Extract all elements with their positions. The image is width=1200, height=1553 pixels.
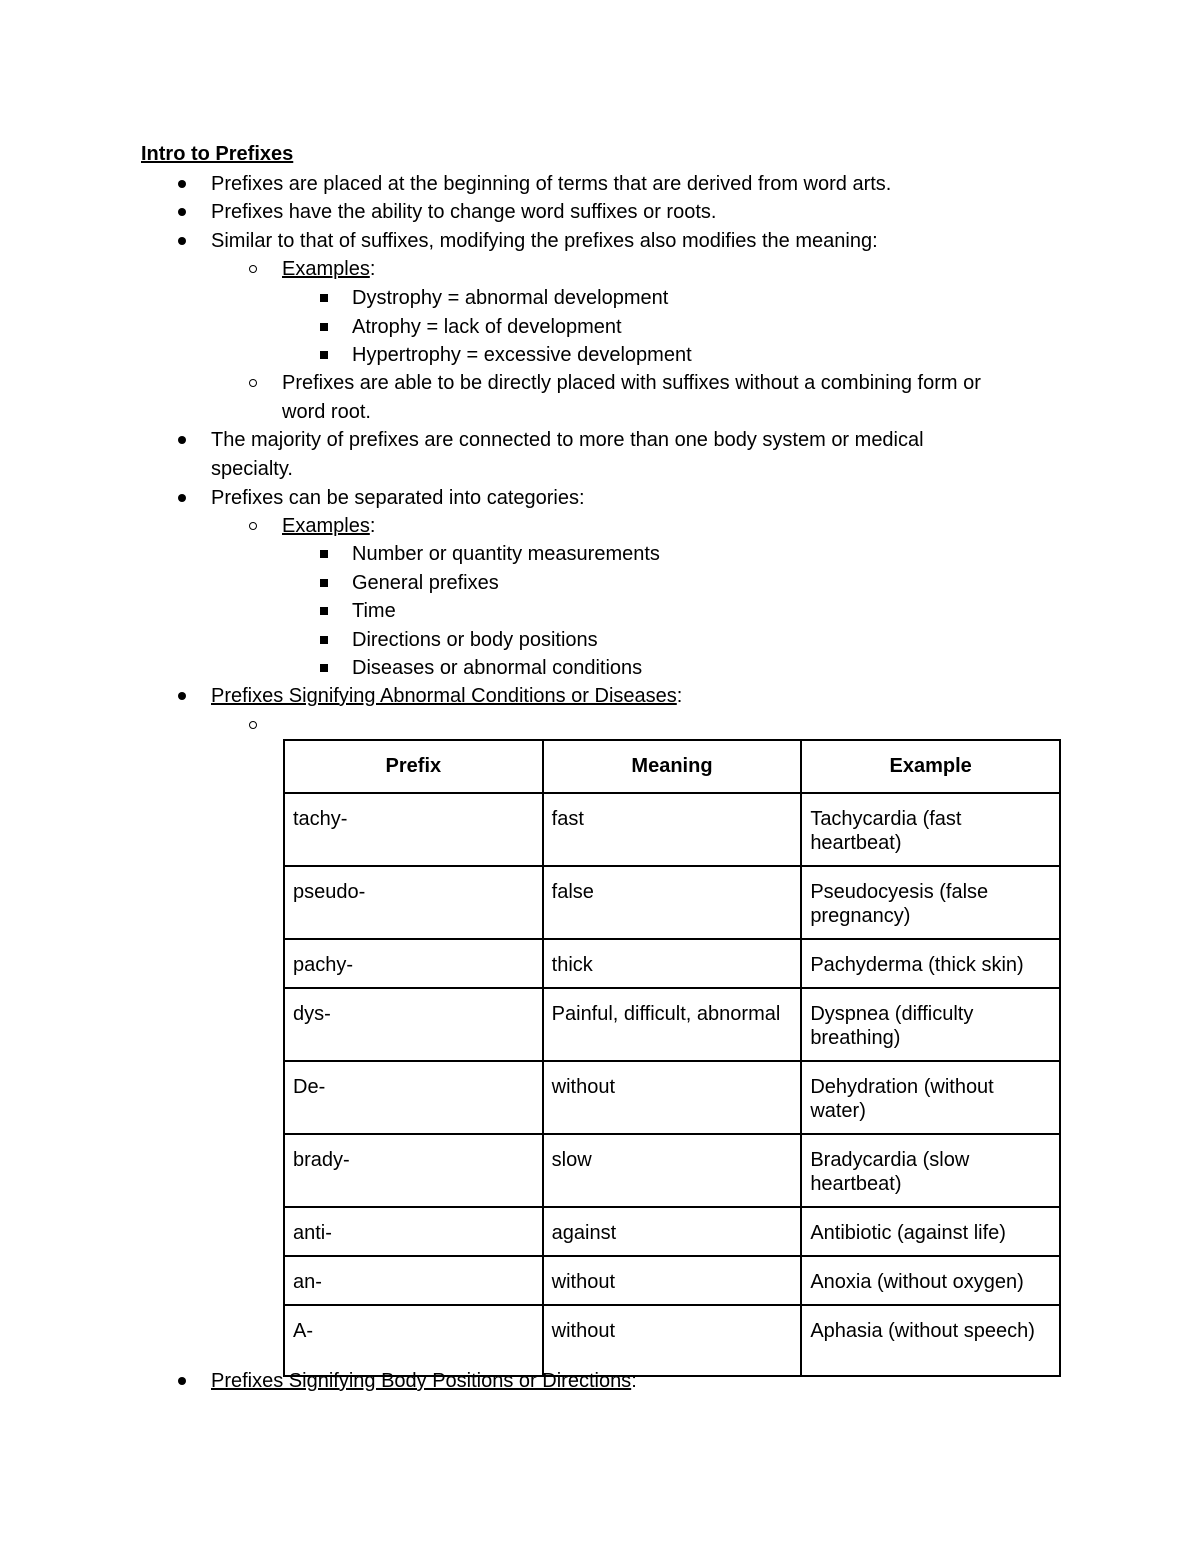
cell-prefix: pseudo-	[284, 866, 543, 939]
cell-example: Bradycardia (slow heartbeat)	[801, 1134, 1060, 1207]
bullet-square	[320, 579, 328, 587]
cell-example: Anoxia (without oxygen)	[801, 1256, 1060, 1305]
bullet-disc	[178, 436, 186, 444]
table-row	[284, 988, 1060, 1061]
table-row	[284, 1061, 1060, 1134]
abnormal-heading	[211, 682, 682, 711]
table-row	[284, 866, 1060, 939]
prefix-table	[283, 739, 1061, 1377]
example-item: Dystrophy = abnormal development	[352, 287, 669, 309]
examples-heading	[282, 512, 375, 541]
cell-meaning: Painful, difficult, abnormal	[543, 988, 802, 1061]
colon: :	[631, 1370, 637, 1392]
table-header-row	[284, 740, 1060, 793]
bullet-text: Prefixes are placed at the beginning of terms that are derived from word arts.	[211, 173, 892, 195]
cell-meaning: without	[543, 1061, 802, 1134]
bullet-square	[320, 351, 328, 359]
cell-meaning: false	[543, 866, 802, 939]
majority-line-1: The majority of prefixes are connected to more than one body system or medical	[211, 429, 924, 451]
bullet-square	[320, 636, 328, 644]
cell-example: Pseudocyesis (false pregnancy)	[801, 866, 1060, 939]
bullet-circle	[249, 265, 257, 273]
body-heading-text: Prefixes Signifying Body Positions or Directions	[211, 1370, 632, 1392]
cell-meaning: without	[543, 1305, 802, 1376]
body-heading	[211, 1367, 637, 1396]
abnormal-heading-text: Prefixes Signifying Abnormal Conditions or Diseases	[211, 685, 677, 707]
bullet-disc	[178, 208, 186, 216]
category-item: Number or quantity measurements	[352, 543, 660, 565]
category-item: Diseases or abnormal conditions	[352, 657, 643, 679]
bullet-square	[320, 664, 328, 672]
cell-meaning: fast	[543, 793, 802, 866]
bullet-disc	[178, 1377, 186, 1385]
cell-prefix: A-	[284, 1305, 543, 1376]
cell-example: Antibiotic (against life)	[801, 1207, 1060, 1256]
table-row	[284, 1207, 1060, 1256]
bullet-disc	[178, 237, 186, 245]
bullet-disc	[178, 494, 186, 502]
table-row	[284, 793, 1060, 866]
category-item: Time	[352, 600, 396, 622]
examples-heading	[282, 255, 375, 284]
bullet-circle	[249, 379, 257, 387]
category-item: Directions or body positions	[352, 629, 598, 651]
table-row	[284, 1305, 1060, 1376]
cell-example: Aphasia (without speech)	[801, 1305, 1060, 1376]
table-row	[284, 1256, 1060, 1305]
direct-placement-line-2: word root.	[282, 401, 371, 423]
cell-prefix: anti-	[284, 1207, 543, 1256]
bullet-disc	[178, 692, 186, 700]
categories-intro: Prefixes can be separated into categories:	[211, 487, 585, 509]
column-header-prefix: Prefix	[284, 740, 543, 793]
cell-example: Pachyderma (thick skin)	[801, 939, 1060, 988]
examples-label: Examples	[282, 515, 370, 537]
cell-meaning: slow	[543, 1134, 802, 1207]
example-item: Hypertrophy = excessive development	[352, 344, 692, 366]
colon: :	[369, 515, 376, 537]
bullet-square	[320, 607, 328, 615]
bullet-square	[320, 550, 328, 558]
cell-example: Tachycardia (fast heartbeat)	[801, 793, 1060, 866]
bullet-circle	[249, 721, 257, 729]
examples-label: Examples	[282, 258, 370, 280]
table-row	[284, 939, 1060, 988]
cell-meaning: thick	[543, 939, 802, 988]
cell-meaning: without	[543, 1256, 802, 1305]
bullet-text: Similar to that of suffixes, modifying the prefixes also modifies the meaning:	[211, 230, 878, 252]
bullet-text: Prefixes have the ability to change word suffixes or roots.	[211, 201, 717, 223]
cell-prefix: pachy-	[284, 939, 543, 988]
bullet-circle	[249, 522, 257, 530]
colon: :	[369, 258, 376, 280]
example-item: Atrophy = lack of development	[352, 316, 622, 338]
cell-example: Dehydration (without water)	[801, 1061, 1060, 1134]
category-item: General prefixes	[352, 572, 499, 594]
cell-prefix: tachy-	[284, 793, 543, 866]
column-header-example: Example	[801, 740, 1060, 793]
table-row	[284, 1134, 1060, 1207]
cell-prefix: dys-	[284, 988, 543, 1061]
cell-meaning: against	[543, 1207, 802, 1256]
colon: :	[676, 685, 683, 707]
column-header-meaning: Meaning	[543, 740, 802, 793]
cell-example: Dyspnea (difficulty breathing)	[801, 988, 1060, 1061]
cell-prefix: De-	[284, 1061, 543, 1134]
bullet-disc	[178, 180, 186, 188]
bullet-square	[320, 323, 328, 331]
direct-placement-line-1: Prefixes are able to be directly placed with suffixes without a combining form or	[282, 372, 981, 394]
cell-prefix: brady-	[284, 1134, 543, 1207]
majority-line-2: specialty.	[211, 458, 293, 480]
cell-prefix: an-	[284, 1256, 543, 1305]
bullet-square	[320, 294, 328, 302]
page-title: Intro to Prefixes	[141, 143, 294, 165]
